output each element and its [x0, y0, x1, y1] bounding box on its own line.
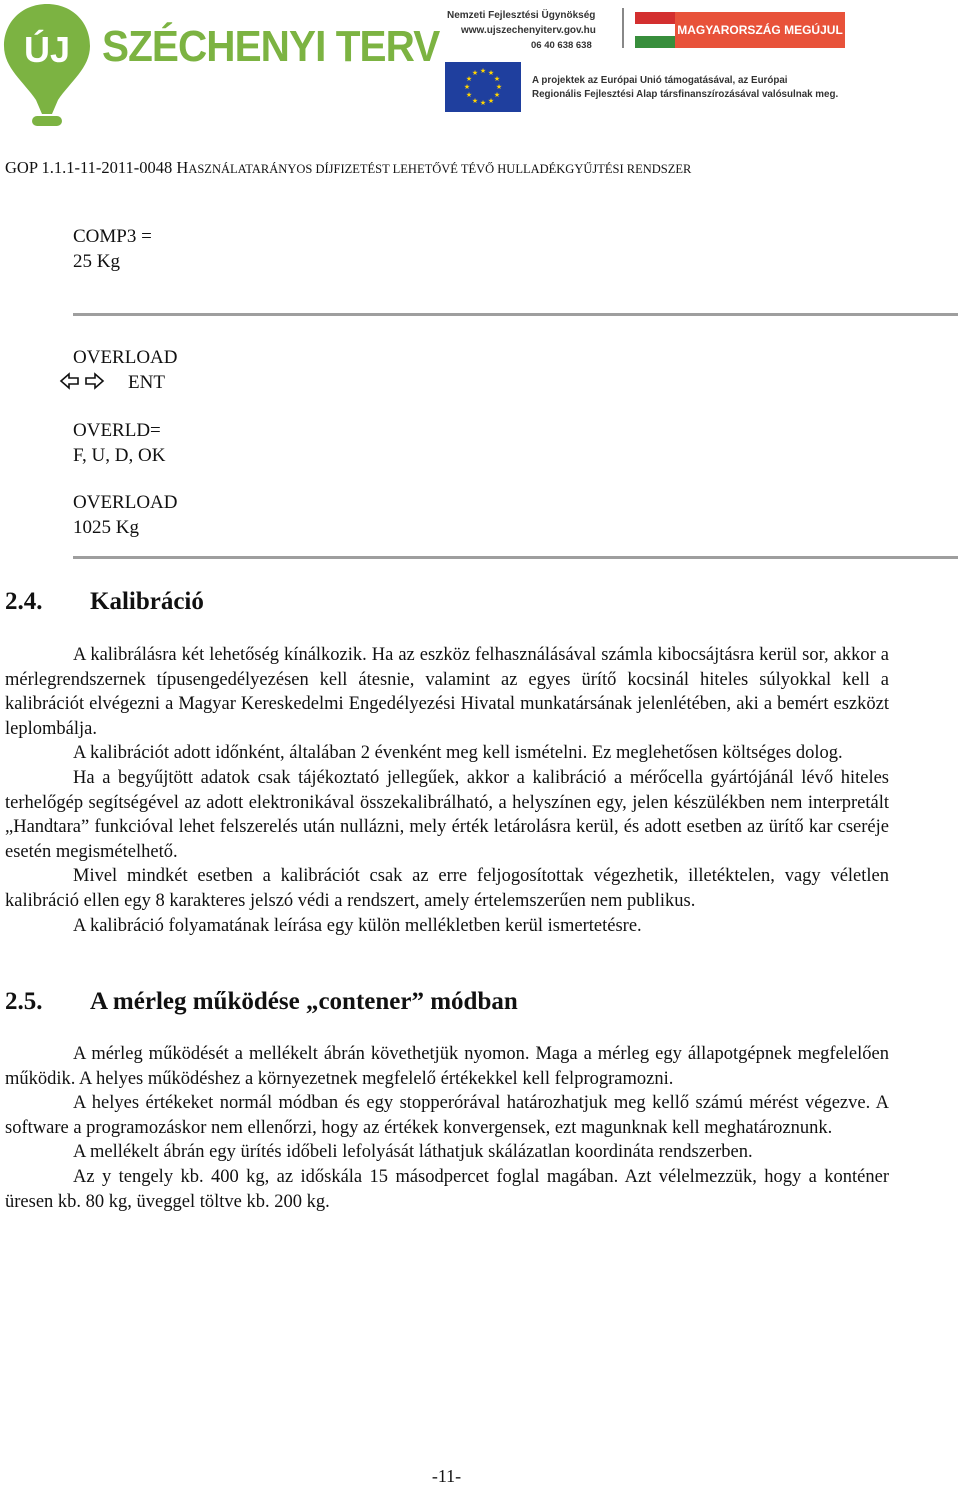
svg-text:★: ★	[479, 99, 487, 107]
running-head	[5, 158, 691, 178]
szechenyi-pin-logo-icon	[2, 2, 92, 130]
section-number: 2.4.	[5, 588, 43, 615]
eu-funding-note	[532, 74, 838, 102]
paragraph: A kalibráció folyamatának leírása egy külön mellékletben kerül ismertetésre.	[73, 915, 642, 936]
comp3-entry	[73, 224, 152, 274]
page-header	[0, 0, 960, 140]
svg-text:★: ★	[495, 83, 503, 91]
running-title-cap: H	[176, 158, 189, 177]
comp3-label: COMP3 =	[73, 226, 152, 247]
magyarorszag-megujul-banner: MAGYARORSZÁG MEGÚJUL	[675, 12, 845, 48]
paragraph: Mivel mindkét esetben a kalibrációt csak az erre feljogosítottak végezhetik, illetéktelen, vagy véletlen kalibráció ellen egy 8 karakteres jelszó védi a rendszert, amely értelemszerűen nem publikus.	[5, 866, 889, 911]
agency-website: www.ujszechenyiterv.gov.hu	[461, 25, 596, 36]
overld-label: OVERLD=	[73, 420, 161, 441]
svg-text:★: ★	[471, 69, 479, 77]
paragraph: A mérleg működését a mellékelt ábrán követhetjük nyomon. Maga a mérleg egy állapotgépnek megfelelően működik. A helyes működéshez a környezetnek megfelelő értékekkel kell felprogramozni.	[5, 1044, 889, 1089]
section-title: Kalibráció	[90, 588, 204, 615]
paragraph: A mellékelt ábrán egy ürítés időbeli lefolyását láthatjuk skálázatlan koordináta rendszerben.	[73, 1142, 753, 1163]
hungarian-flag-icon	[635, 12, 675, 48]
project-code: GOP 1.1.1-11-2011-0048	[5, 158, 173, 177]
eu-note-line-2: Regionális Fejlesztési Alap társfinanszírozásával valósulnak meg.	[532, 89, 839, 100]
page-number: -11-	[431, 1466, 462, 1486]
comp3-value: 25 Kg	[73, 251, 120, 272]
section-heading	[5, 588, 204, 616]
svg-text:★: ★	[487, 69, 495, 77]
section-number: 2.5.	[5, 988, 43, 1015]
svg-text:★: ★	[493, 91, 501, 99]
separator-rule	[73, 556, 958, 559]
separator-rule	[73, 313, 958, 316]
svg-text:★: ★	[463, 83, 471, 91]
svg-text:★: ★	[493, 75, 501, 83]
svg-text:★: ★	[465, 91, 473, 99]
overld-options: F, U, D, OK	[73, 445, 166, 466]
logo-uj-text: ÚJ	[23, 29, 71, 70]
svg-text:★: ★	[487, 97, 495, 105]
enter-label: ENT	[128, 372, 165, 393]
overload-value-entry	[73, 490, 178, 540]
svg-text:★: ★	[471, 97, 479, 105]
paragraph: A kalibrációt adott időnként, általában 2 évenként meg kell ismételni. Ez meglehetősen költséges dolog.	[73, 743, 843, 764]
paragraph: A kalibrálásra két lehetőség kínálkozik. Ha az eszköz felhasználásával számla kibocsájtásra kerül sor, akkor a mérlegrendszernek típusengedélyezésen kell átesnie, valamint az egyes ürítő kocsinál hiteles súlyokkal kell a kalibrációt elvégezni a Magyar Kereskedelmi Engedélyezési Hivatal munkatársának jelenlétében, aki a bemért eszközt leplombálja.	[5, 645, 889, 739]
logo-wordmark: SZÉCHENYI TERV	[102, 22, 440, 71]
agency-block	[447, 8, 596, 53]
paragraph: A helyes értékeket normál módban és egy stopperórával határozhatjuk meg kellő számú mérést végezve. A software a programozáskor nem ellenőrzi, hogy az értékek konvergensek, ezt magunknak kell meghatároznunk.	[5, 1093, 889, 1138]
overload-value-label: OVERLOAD	[73, 492, 178, 513]
agency-name: Nemzeti Fejlesztési Ügynökség	[447, 10, 596, 21]
overld-entry	[73, 418, 165, 468]
running-title: ASZNÁLATARÁNYOS DÍJFIZETÉST LEHETŐVÉ TÉVŐ HULLADÉKGYŰJTÉSI RENDSZER	[188, 162, 692, 176]
section-title: A mérleg működése „contener” módban	[90, 988, 518, 1015]
section-body	[5, 643, 889, 938]
paragraph: Ha a begyűjtött adatok csak tájékoztató jellegűek, akkor a kalibráció a mérőcella gyártójánál lévő hiteles terhelőgép segítségével az adott elektronikával összekalibrálható, a helyszínen egy, jelen készülékben nem interpretált „Handtara” funkcióval lehet felszerelés után nullázni, mely érték letárolásra kerül, és adott esetben az ürítő kar cseréje esetén megismételhető.	[5, 767, 889, 862]
nav-arrows	[58, 370, 108, 392]
arrow-right-icon	[86, 374, 103, 388]
paragraph: Az y tengely kb. 400 kg, az időskála 15 másodpercet foglal magában. Azt vélelmezzük, hogy a konténer üresen kb. 80 kg, üveggel töltve kb. 200 kg.	[5, 1166, 889, 1212]
eu-note-line-1: A projektek az Európai Unió támogatásával, az Európai	[532, 75, 788, 86]
svg-text:★: ★	[479, 67, 487, 75]
overload-label: OVERLOAD	[73, 347, 178, 368]
agency-phone: 06 40 638 638	[531, 40, 592, 51]
section-body	[5, 1042, 889, 1214]
header-divider	[622, 8, 624, 48]
eu-flag-icon	[445, 62, 521, 112]
overload-value: 1025 Kg	[73, 517, 139, 538]
arrow-left-icon	[61, 374, 78, 388]
section-heading	[5, 988, 518, 1016]
svg-text:★: ★	[465, 75, 473, 83]
